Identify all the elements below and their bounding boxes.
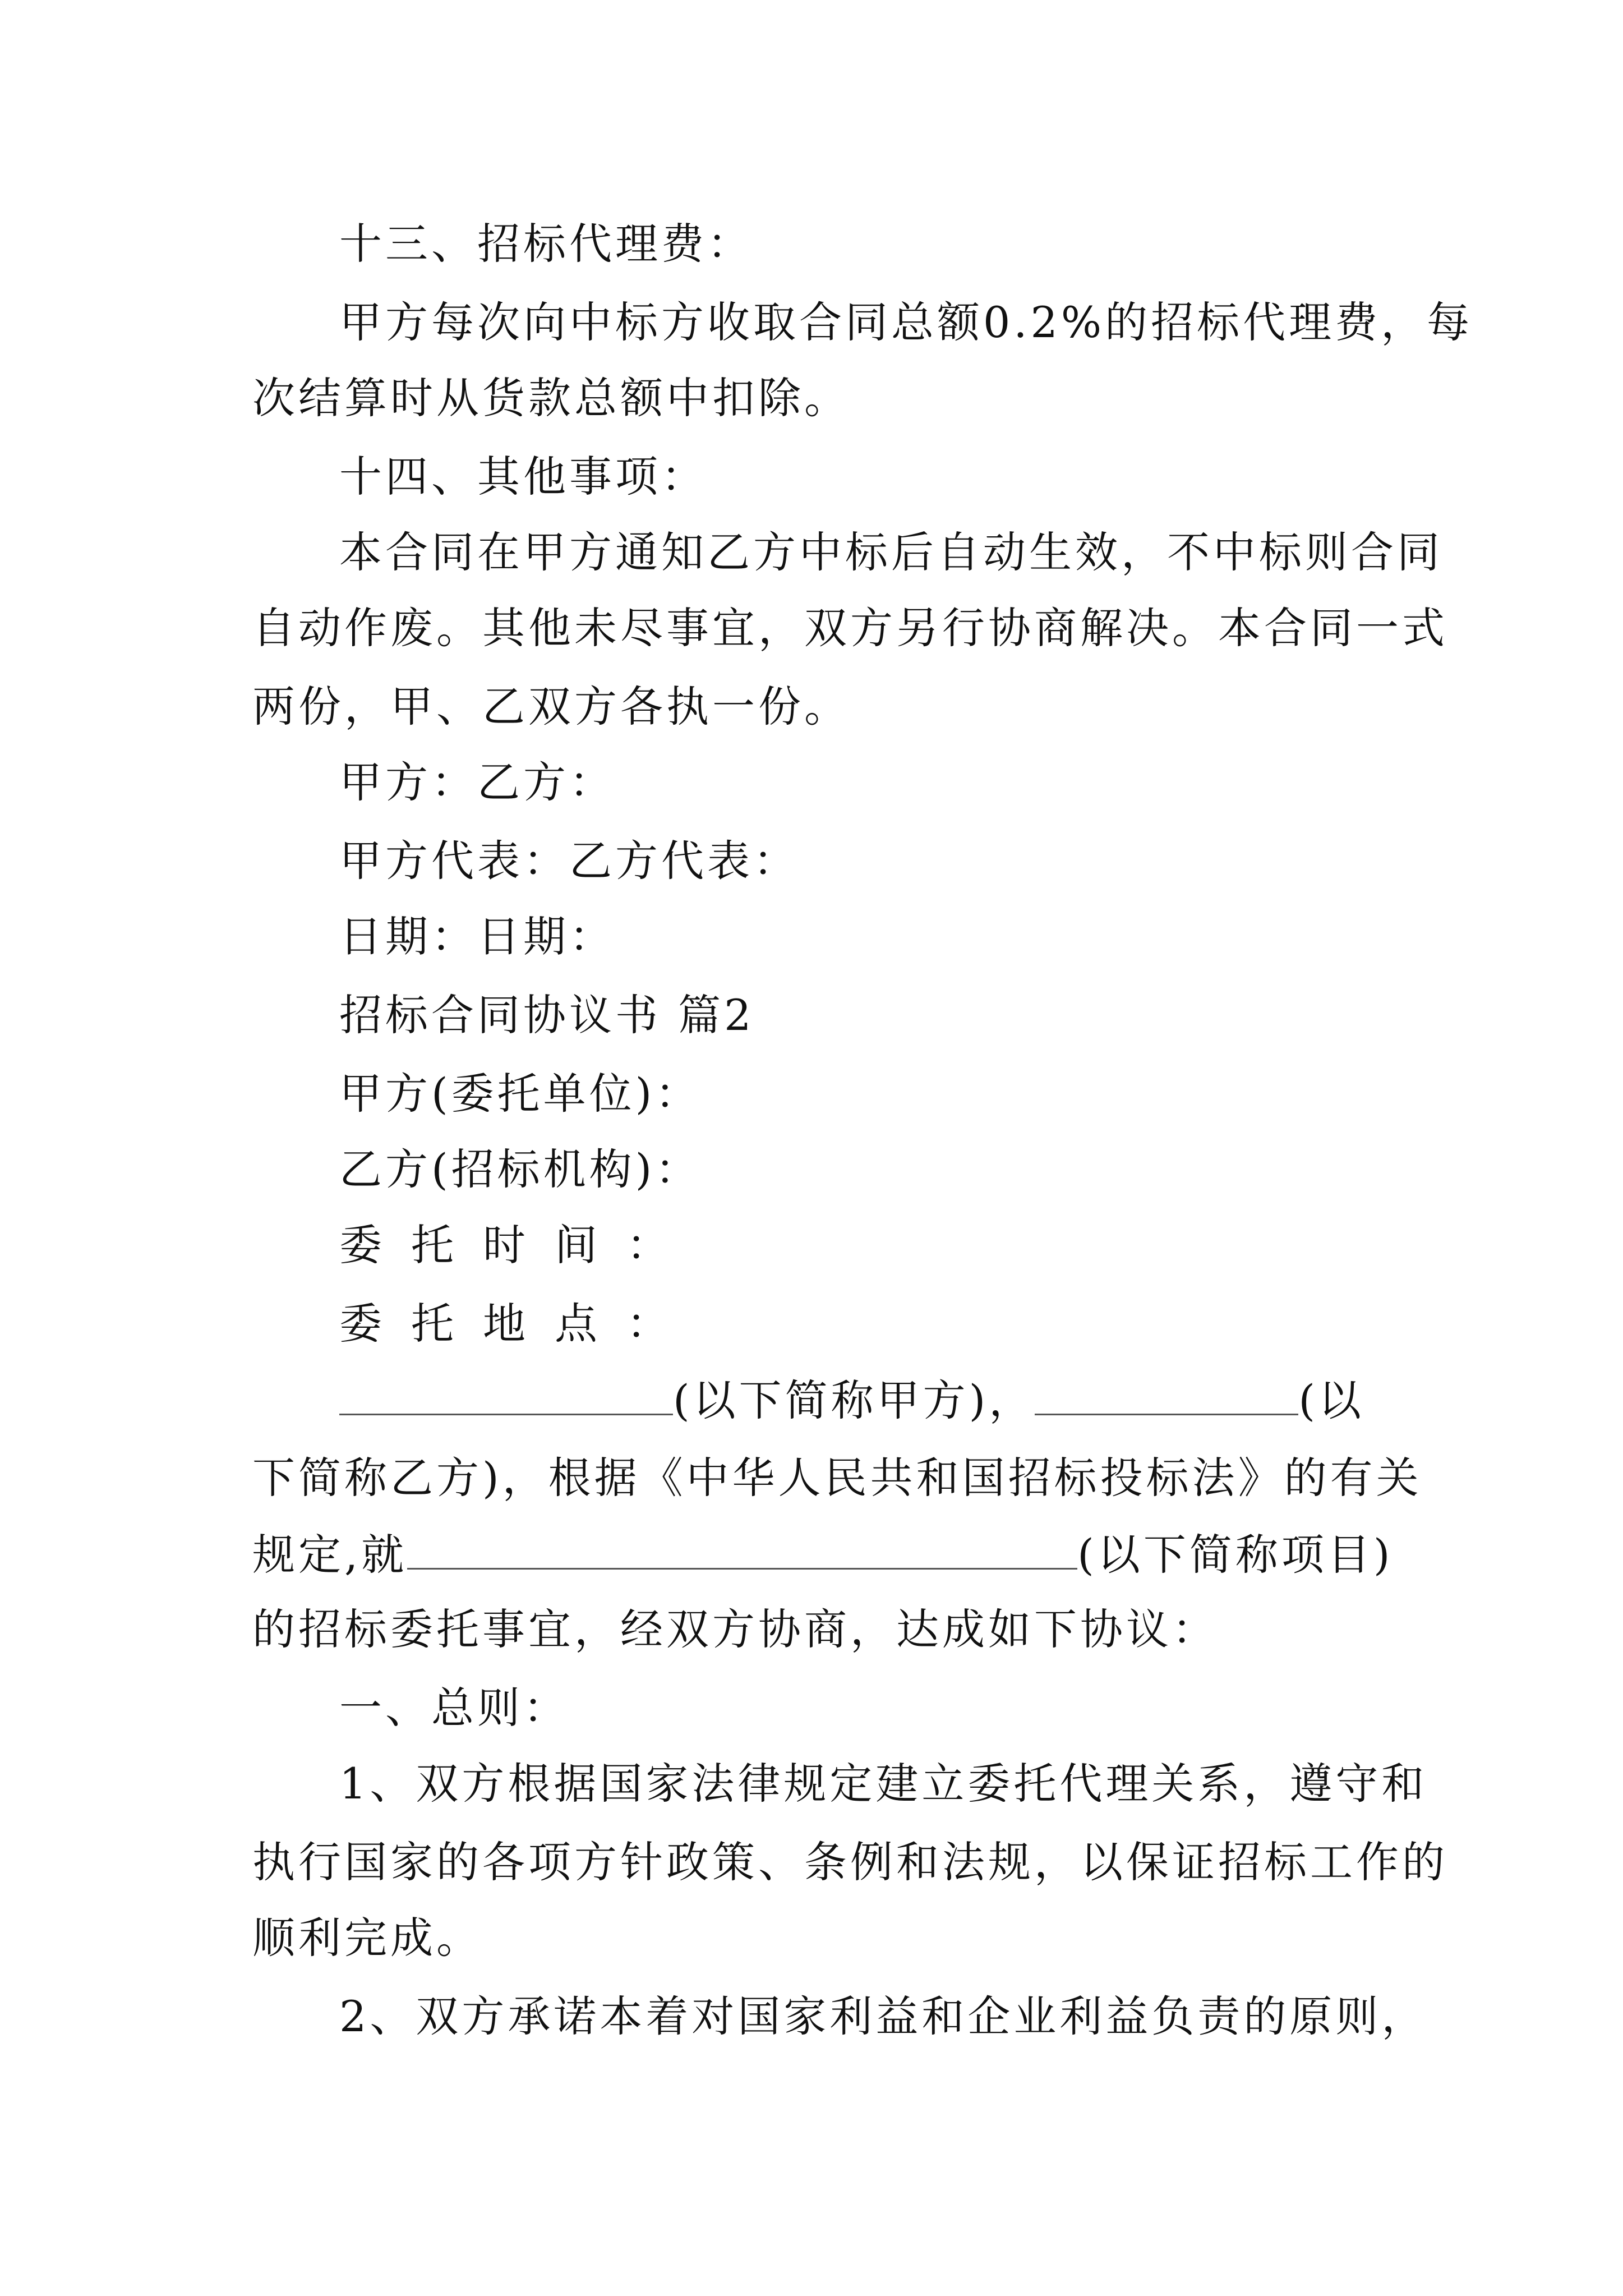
signature-parties: 甲方：乙方： (339, 757, 615, 807)
paragraph-line: 甲方每次向中标方收取合同总额0.2%的招标代理费，每 (339, 297, 1473, 347)
section-13-heading: 十三、招标代理费： (339, 219, 753, 269)
blank-party-b (1035, 1374, 1298, 1415)
paragraph-line: 两份，甲、乙双方各执一份。 (252, 682, 850, 731)
blank-party-a (339, 1374, 673, 1415)
paragraph-line: 下简称乙方)，根据《中华人民共和国招标投标法》的有关 (252, 1453, 1422, 1503)
commission-place-label: 委托地点： (339, 1299, 698, 1349)
paragraph-line: 执行国家的各项方针政策、条例和法规，以保证招标工作的 (252, 1837, 1448, 1887)
paragraph-line (252, 1529, 1394, 1580)
text-fragment: (以下简称甲方)， (673, 1375, 1035, 1425)
party-b-label: 乙方(招标机构)： (339, 1144, 702, 1194)
paragraph-line: 次结算时从货款总额中扣除。 (252, 373, 850, 423)
party-a-label: 甲方(委托单位)： (339, 1069, 702, 1119)
commission-time-label: 委托时间： (339, 1220, 698, 1270)
paragraph-line: 自动作废。其他未尽事宜，双方另行协商解决。本合同一式 (252, 603, 1448, 653)
paragraph-line: 本合同在甲方通知乙方中标后自动生效，不中标则合同 (339, 527, 1443, 577)
text-fragment: (以 (1298, 1375, 1364, 1425)
section-14-heading: 十四、其他事项： (339, 452, 707, 501)
paragraph-line (339, 1374, 1391, 1425)
section-1-heading: 一、总则： (339, 1683, 569, 1733)
paragraph-line: 顺利完成。 (252, 1913, 482, 1963)
paragraph-line: 2、双方承诺本着对国家利益和企业利益负责的原则， (339, 1991, 1428, 2041)
blank-project (407, 1529, 1077, 1570)
signature-representatives: 甲方代表：乙方代表： (339, 836, 799, 886)
text-fragment: 规定,就 (252, 1530, 408, 1580)
text-fragment: (以下简称项目) (1077, 1530, 1394, 1580)
section-title: 招标合同协议书 篇2 (339, 990, 755, 1040)
signature-dates: 日期：日期： (339, 912, 615, 961)
paragraph-line: 的招标委托事宜，经双方协商，达成如下协议： (252, 1604, 1218, 1654)
paragraph-line: 1、双方根据国家法律规定建立委托代理关系，遵守和 (339, 1759, 1428, 1809)
